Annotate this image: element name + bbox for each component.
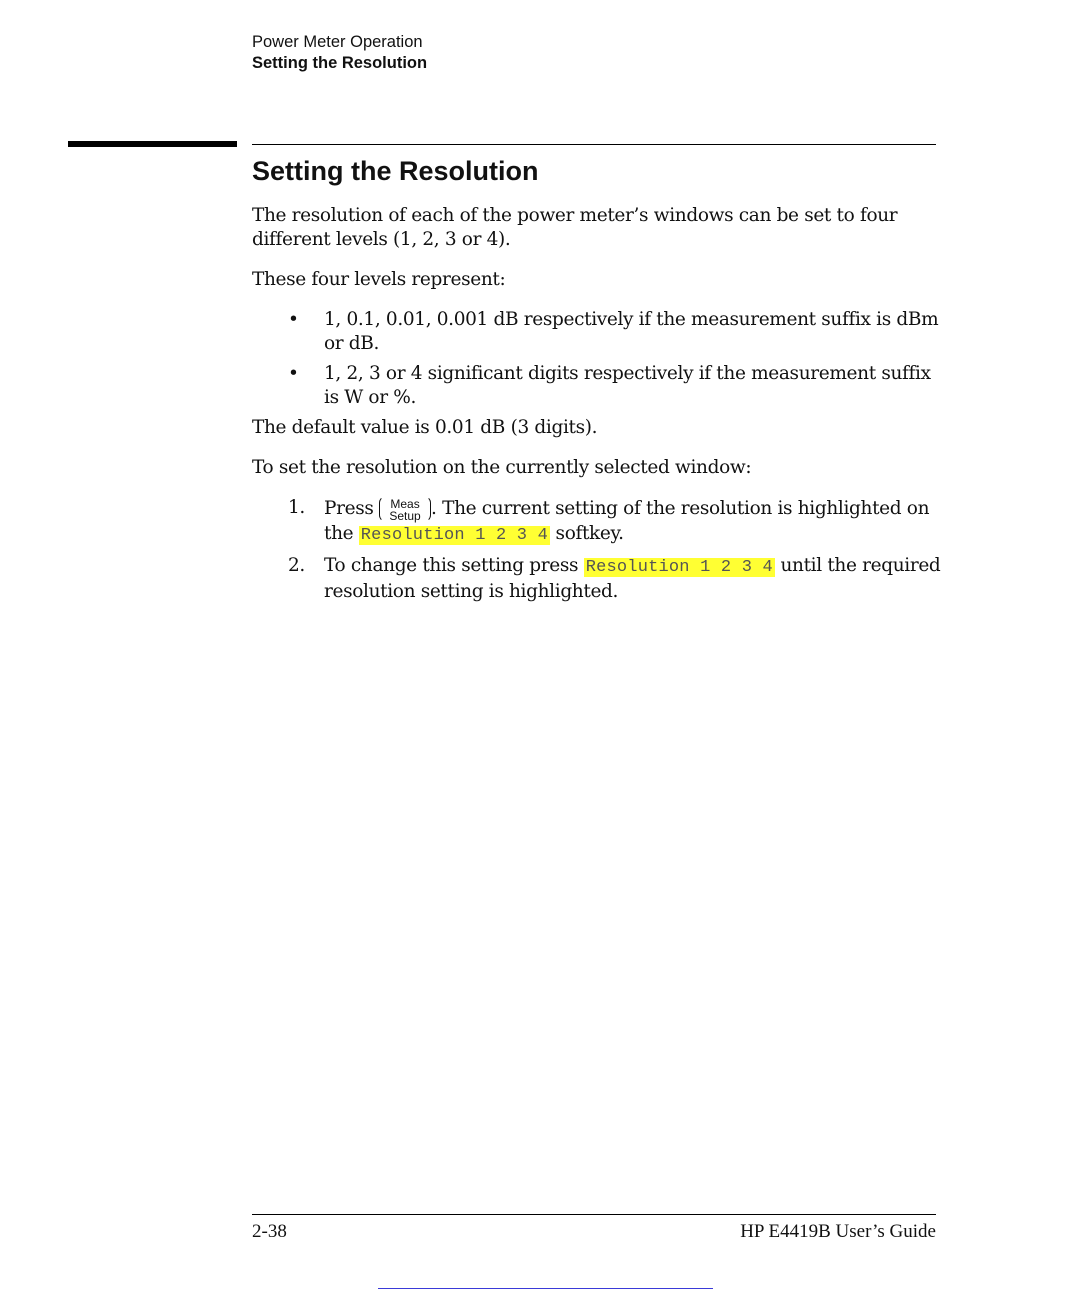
section-title: Setting the Resolution	[252, 156, 539, 186]
page-number: 2-38	[252, 1221, 287, 1242]
footer-divider	[252, 1214, 936, 1215]
list-item	[252, 362, 942, 410]
section-marker-bar	[68, 141, 237, 147]
default-value-paragraph: The default value is 0.01 dB (3 digits).	[252, 417, 598, 438]
step-text: . The current setting of the resolution is highlighted on the	[324, 498, 930, 544]
section-divider	[252, 144, 936, 145]
bullet-text: 1, 2, 3 or 4 significant digits respectively if the measurement suffix is W or %.	[324, 363, 931, 408]
bottom-link-underline[interactable]	[378, 1288, 713, 1289]
bullet-marker: •	[288, 363, 299, 384]
guide-title: HP E4419B User’s Guide	[740, 1221, 936, 1242]
intro-paragraph: The resolution of each of the power meter’s windows can be set to four different levels (1, 2, 3 or 4).	[252, 205, 898, 250]
step-text: until the required resolution setting is highlighted.	[324, 555, 941, 602]
bullet-marker: •	[288, 309, 299, 330]
procedure-steps	[252, 496, 942, 604]
body-content	[252, 204, 942, 610]
meas-setup-key-icon	[379, 496, 431, 522]
step-text: To change this setting press	[324, 555, 584, 576]
step-text: Press	[324, 498, 380, 519]
hardkey-label-line2: Setup	[389, 509, 421, 523]
levels-lead-paragraph: These four levels represent:	[252, 269, 506, 290]
step-number: 1.	[288, 497, 305, 518]
step-text: softkey.	[550, 523, 624, 544]
running-header-chapter: Power Meter Operation	[252, 33, 423, 51]
resolution-softkey: Resolution 1 2 3 4	[585, 558, 773, 577]
bullet-text: 1, 0.1, 0.01, 0.001 dB respectively if the measurement suffix is dBm or dB.	[324, 309, 939, 354]
hardkey-label-line1: Meas	[390, 497, 420, 511]
running-header-section: Setting the Resolution	[252, 54, 428, 72]
running-header	[252, 32, 427, 74]
step-item	[252, 554, 942, 604]
step-number: 2.	[288, 555, 305, 576]
list-item	[252, 308, 942, 356]
procedure-lead-paragraph: To set the resolution on the currently selected window:	[252, 457, 752, 478]
levels-bullet-list	[252, 308, 942, 410]
resolution-softkey: Resolution 1 2 3 4	[360, 526, 549, 545]
step-item	[252, 496, 942, 548]
